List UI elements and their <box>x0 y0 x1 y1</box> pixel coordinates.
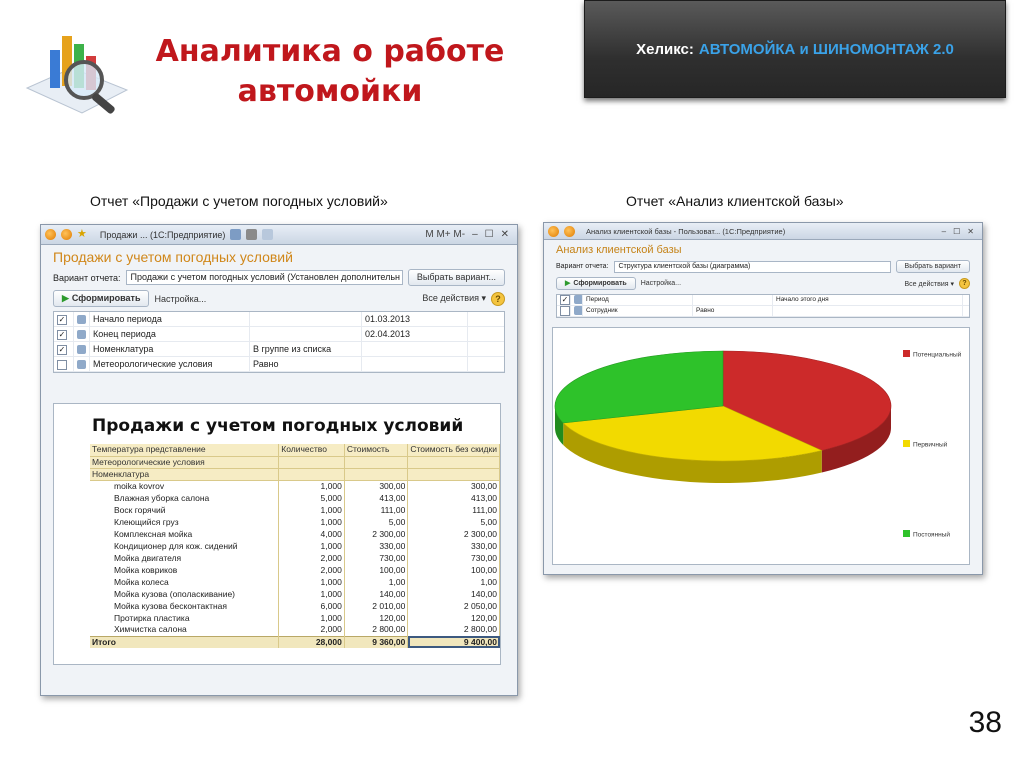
item-qty: 1,000 <box>279 480 345 492</box>
item-qty: 2,000 <box>279 552 345 564</box>
param-name: Период <box>583 295 693 305</box>
settings-button[interactable]: Настройка... <box>640 280 682 287</box>
close-button[interactable]: ✕ <box>500 229 509 240</box>
item-cost: 100,00 <box>344 564 408 576</box>
report-title: Продажи с учетом погодных условий <box>92 416 464 436</box>
item-cost: 300,00 <box>344 480 408 492</box>
item-cost-nodisc: 2 050,00 <box>408 600 500 612</box>
play-icon: ▶ <box>62 293 69 303</box>
param-checkbox[interactable] <box>560 306 570 316</box>
param-name: Метеорологические условия <box>90 357 250 371</box>
table-row[interactable] <box>90 552 500 564</box>
header-cell <box>279 468 345 480</box>
minimize-button[interactable]: – <box>472 229 478 240</box>
brand-prefix: Хеликс: <box>636 40 694 58</box>
param-type-icon <box>77 330 86 339</box>
legend-item <box>903 350 962 359</box>
legend-label: Потенциальный <box>913 351 962 359</box>
param-name: Начало периода <box>90 312 250 326</box>
params-grid <box>556 294 970 318</box>
param-value: 02.04.2013 <box>362 327 468 341</box>
report-area <box>53 403 501 665</box>
generate-button[interactable] <box>556 277 636 290</box>
save-icon[interactable] <box>230 229 241 240</box>
item-cost: 111,00 <box>344 504 408 516</box>
item-qty: 4,000 <box>279 528 345 540</box>
table-row[interactable] <box>90 528 500 540</box>
total-label: Итого <box>90 636 279 648</box>
item-qty: 2,000 <box>279 564 345 576</box>
1c-logo-icon[interactable] <box>548 226 559 237</box>
item-name: Мойка кузова бесконтактная <box>90 600 279 612</box>
item-cost: 730,00 <box>344 552 408 564</box>
pie-chart <box>553 328 970 565</box>
param-type-icon <box>574 295 583 304</box>
param-cond <box>693 295 773 305</box>
item-cost-nodisc: 120,00 <box>408 612 500 624</box>
minimize-button[interactable]: – <box>941 226 947 236</box>
item-cost: 2 300,00 <box>344 528 408 540</box>
print-icon[interactable] <box>246 229 257 240</box>
param-name: Сотрудник <box>583 306 693 316</box>
param-row[interactable] <box>54 327 504 342</box>
window-title: Анализ клиентской базы - Пользоват... (1С:Предприятие) <box>586 226 786 236</box>
brand-product: АВТОМОЙКА и ШИНОМОНТАЖ 2.0 <box>698 40 954 58</box>
legend-item <box>903 440 948 449</box>
item-qty: 2,000 <box>279 624 345 636</box>
item-name: Мойка двигателя <box>90 552 279 564</box>
item-cost: 120,00 <box>344 612 408 624</box>
item-name: moika kovrov <box>90 480 279 492</box>
item-qty: 1,000 <box>279 588 345 600</box>
param-name: Номенклатура <box>90 342 250 356</box>
item-qty: 5,000 <box>279 492 345 504</box>
table-row[interactable] <box>90 624 500 636</box>
all-actions-menu[interactable]: Все действия ▾ <box>422 293 486 303</box>
item-name: Влажная уборка салона <box>90 492 279 504</box>
table-row[interactable] <box>90 504 500 516</box>
generate-label: Сформировать <box>573 280 627 287</box>
param-name: Конец периода <box>90 327 250 341</box>
item-cost: 2 010,00 <box>344 600 408 612</box>
param-row[interactable] <box>54 357 504 372</box>
param-value <box>362 357 468 371</box>
help-icon[interactable]: ? <box>959 278 970 289</box>
menu-dropdown-icon[interactable] <box>61 229 72 240</box>
choose-variant-button[interactable]: Выбрать вариант... <box>408 269 505 286</box>
window-title: Продажи ... (1С:Предприятие) <box>99 229 226 240</box>
param-row[interactable] <box>557 306 969 317</box>
item-cost-nodisc: 300,00 <box>408 480 500 492</box>
legend-label: Постоянный <box>913 531 951 539</box>
header-grouping: Номенклатура <box>90 468 279 480</box>
item-qty: 1,000 <box>279 504 345 516</box>
param-value: 01.03.2013 <box>362 312 468 326</box>
param-checkbox[interactable]: ✓ <box>58 314 66 324</box>
total-cost: 9 360,00 <box>344 636 408 648</box>
generate-label: Сформировать <box>71 293 141 303</box>
item-qty: 1,000 <box>279 576 345 588</box>
header-cell <box>408 456 500 468</box>
item-cost-nodisc: 2 300,00 <box>408 528 500 540</box>
chart-area <box>552 327 970 565</box>
param-cond: Равно <box>250 357 362 371</box>
param-checkbox[interactable]: ✓ <box>561 295 569 304</box>
header-cost-nodisc: Стоимость без скидки <box>408 444 500 456</box>
variant-label: Вариант отчета: <box>556 263 609 270</box>
table-row[interactable] <box>90 492 500 504</box>
table-row[interactable] <box>90 540 500 552</box>
item-name: Мойка ковриков <box>90 564 279 576</box>
param-value: Начало этого дня <box>773 295 963 305</box>
header-cell <box>279 456 345 468</box>
item-cost: 1,00 <box>344 576 408 588</box>
param-type-icon <box>77 345 86 354</box>
params-grid <box>53 311 505 373</box>
param-row[interactable] <box>54 342 504 357</box>
param-value <box>773 306 963 316</box>
generate-button[interactable] <box>53 290 149 307</box>
item-qty: 1,000 <box>279 540 345 552</box>
param-value <box>362 342 468 356</box>
settings-button[interactable]: Настройка... <box>154 293 207 304</box>
param-type-icon <box>77 315 86 324</box>
item-name: Комплексная мойка <box>90 528 279 540</box>
item-cost-nodisc: 413,00 <box>408 492 500 504</box>
param-checkbox[interactable]: ✓ <box>58 344 66 354</box>
legend-swatch <box>903 440 910 447</box>
item-cost-nodisc: 140,00 <box>408 588 500 600</box>
favorites-star-icon[interactable]: ★ <box>77 228 87 240</box>
item-name: Воск горячий <box>90 504 279 516</box>
item-cost-nodisc: 330,00 <box>408 540 500 552</box>
item-cost: 413,00 <box>344 492 408 504</box>
variant-field[interactable]: Продажи с учетом погодных условий (Установлен дополнительн <box>126 270 403 285</box>
param-row[interactable] <box>54 312 504 327</box>
1c-logo-icon[interactable] <box>45 229 56 240</box>
table-row[interactable] <box>90 480 500 492</box>
table-row[interactable] <box>90 576 500 588</box>
choose-variant-button[interactable]: Выбрать вариант <box>896 260 970 273</box>
item-cost: 5,00 <box>344 516 408 528</box>
param-type-icon <box>574 306 583 315</box>
legend-swatch <box>903 350 910 357</box>
item-cost-nodisc: 5,00 <box>408 516 500 528</box>
item-name: Протирка пластика <box>90 612 279 624</box>
param-type-icon <box>77 360 86 369</box>
window-titlebar <box>544 223 982 240</box>
caption-left: Отчет «Продажи с учетом погодных условий» <box>90 193 388 209</box>
param-cond <box>250 312 362 326</box>
item-cost-nodisc: 111,00 <box>408 504 500 516</box>
item-cost-nodisc: 730,00 <box>408 552 500 564</box>
item-cost: 330,00 <box>344 540 408 552</box>
header-qty: Количество <box>279 444 345 456</box>
maximize-button[interactable]: ☐ <box>484 229 494 240</box>
header-cell <box>344 456 408 468</box>
memory-buttons[interactable]: M M+ M- <box>425 229 466 240</box>
header-cost: Стоимость <box>344 444 408 456</box>
legend-swatch <box>903 530 910 537</box>
param-cond: Равно <box>693 306 773 316</box>
play-icon: ▶ <box>565 280 571 287</box>
header-grouping: Температура представление <box>90 444 279 456</box>
item-qty: 6,000 <box>279 600 345 612</box>
variant-field[interactable]: Структура клиентской базы (диаграмма) <box>614 261 891 273</box>
preview-icon[interactable] <box>262 229 273 240</box>
item-qty: 1,000 <box>279 516 345 528</box>
menu-dropdown-icon[interactable] <box>564 226 575 237</box>
param-row[interactable] <box>557 295 969 306</box>
item-cost: 140,00 <box>344 588 408 600</box>
close-button[interactable]: ✕ <box>967 226 974 236</box>
item-name: Кондиционер для кож. сидений <box>90 540 279 552</box>
header-cell <box>408 468 500 480</box>
param-cond: В группе из списка <box>250 342 362 356</box>
sales-weather-window <box>40 224 518 696</box>
param-checkbox[interactable]: ✓ <box>58 329 66 339</box>
item-name: Клеющийся груз <box>90 516 279 528</box>
analytics-chart-icon <box>22 18 132 118</box>
variant-label: Вариант отчета: <box>53 272 121 283</box>
param-checkbox[interactable] <box>57 360 67 370</box>
slide-title: Аналитика о работе автомойки <box>155 34 505 109</box>
header-grouping: Метеорологические условия <box>90 456 279 468</box>
table-row[interactable] <box>90 588 500 600</box>
table-row[interactable] <box>90 564 500 576</box>
total-row[interactable] <box>90 636 500 648</box>
header-cell <box>344 468 408 480</box>
report-table <box>90 444 500 648</box>
page-number: 38 <box>968 706 1002 739</box>
item-name: Мойка колеса <box>90 576 279 588</box>
item-qty: 1,000 <box>279 612 345 624</box>
client-base-window <box>543 222 983 575</box>
legend-item <box>903 530 950 539</box>
item-cost: 2 800,00 <box>344 624 408 636</box>
param-cond <box>250 327 362 341</box>
item-cost-nodisc: 2 800,00 <box>408 624 500 636</box>
form-title: Продажи с учетом погодных условий <box>53 249 293 265</box>
total-qty: 28,000 <box>279 636 345 648</box>
table-row[interactable] <box>90 612 500 624</box>
total-cost-nodisc: 9 400,00 <box>408 636 500 648</box>
item-cost-nodisc: 1,00 <box>408 576 500 588</box>
maximize-button[interactable]: ☐ <box>953 226 961 236</box>
brand-banner <box>584 0 1006 98</box>
help-icon[interactable]: ? <box>491 292 505 306</box>
table-row[interactable] <box>90 516 500 528</box>
table-row[interactable] <box>90 600 500 612</box>
form-title: Анализ клиентской базы <box>556 244 682 256</box>
item-cost-nodisc: 100,00 <box>408 564 500 576</box>
legend-label: Первичный <box>913 441 948 449</box>
item-name: Химчистка салона <box>90 624 279 636</box>
item-name: Мойка кузова (ополаскивание) <box>90 588 279 600</box>
window-titlebar <box>41 225 517 245</box>
caption-right: Отчет «Анализ клиентской базы» <box>626 193 844 209</box>
all-actions-menu[interactable]: Все действия ▾ <box>904 280 954 288</box>
